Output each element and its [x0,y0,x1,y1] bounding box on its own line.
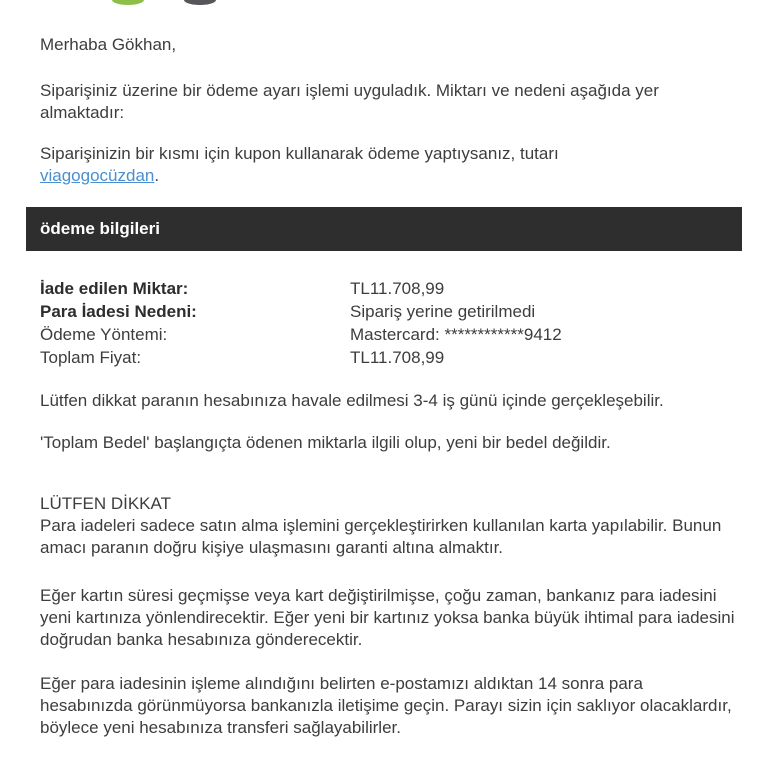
payment-method-label: Ödeme Yöntemi: [40,325,168,344]
attention-paragraph-3: Eğer para iadesinin işleme alındığını belirten e-postamızı aldıktan 14 sonra para hesabınızda görünmüyorsa bankanızla iletişime geçin. Parayı sizin için saklıyor olacaklardır, böylece yeni hesabınıza transferi sağlayabilirler. [40,674,732,737]
viagogo-wallet-link[interactable]: viagogocüzdan [40,166,155,185]
table-row [40,323,740,346]
total-price-label: Toplam Fiyat: [40,348,142,367]
logo-green-circle-icon [112,0,144,5]
intro-paragraph: Siparişiniz üzerine bir ödeme ayarı işlemi uyguladık. Miktarı ve nedeni aşağıda yer almaktadır: [40,81,659,122]
refund-amount-label: İade edilen Miktar: [40,279,189,298]
greeting-text: Merhaba Gökhan, [40,35,177,54]
coupon-text: Siparişinizin bir kısmı için kupon kullanarak ödeme yaptıysanız, tutarı [40,144,559,163]
refund-reason-value: Sipariş yerine getirilmedi [350,302,536,321]
table-row [40,277,740,300]
total-price-value: TL11.708,99 [350,348,445,367]
table-row [40,346,740,369]
refund-amount-value: TL11.708,99 [350,279,445,298]
attention-title: LÜTFEN DİKKAT [40,494,171,513]
table-row [40,300,740,323]
attention-section [40,493,740,559]
logo-strip [0,0,768,5]
total-amount-note: 'Toplam Bedel' başlangıçta ödenen miktarla ilgili olup, yeni bir bedel değildir. [40,433,611,452]
coupon-period: . [154,166,160,185]
attention-paragraph-2: Eğer kartın süresi geçmişse veya kart değiştirilmişse, çoğu zaman, bankanız para iadesini yeni kartınıza yönlendirecektir. Eğer yeni bir kartınız yoksa banka büyük ihtimal para iadesini doğrudan banka hesabınıza gönderecektir. [40,586,735,649]
attention-paragraph-1: Para iadeleri sadece satın alma işlemini gerçekleştirirken kullanılan karta yapılabilir. Bunun amacı paranın doğru kişiye ulaşmasını garanti altına almaktır. [40,516,722,557]
payment-method-value: Mastercard: ************9412 [350,325,562,344]
transfer-time-note: Lütfen dikkat paranın hesabınıza havale edilmesi 3-4 iş günü içinde gerçekleşebilir. [40,391,664,410]
logo-gray-circle-icon [184,0,216,5]
payment-details-table [40,277,740,369]
payment-info-header [26,207,742,251]
refund-reason-label: Para İadesi Nedeni: [40,302,197,321]
payment-info-header-label: ödeme bilgileri [40,219,160,238]
coupon-paragraph [40,143,740,187]
